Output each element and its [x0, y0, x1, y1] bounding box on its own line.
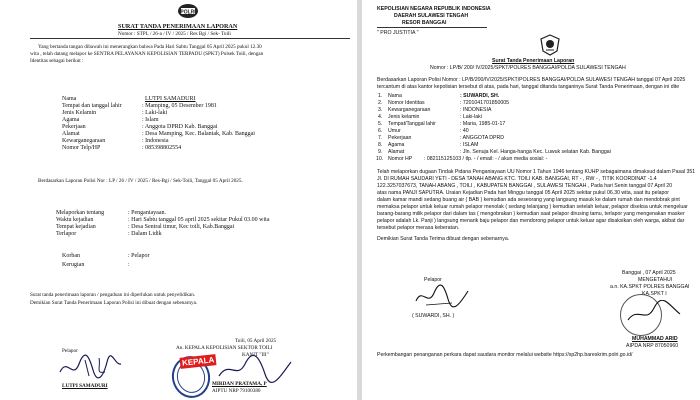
- detail-label: Kerugian: [62, 262, 85, 268]
- signer-office: An. KEPALA KEPOLISIAN SEKTOR TOILI: [176, 345, 273, 351]
- detail-label: Terlapor: [56, 231, 77, 237]
- police-emblem-icon: [538, 34, 562, 56]
- header-line-1: KEPOLISIAN NEGARA REPUBLIK INDONESIA: [377, 6, 491, 12]
- identity-label: Nomor Identitas: [388, 100, 425, 106]
- police-crest-icon: [177, 3, 199, 19]
- row-number: 3.: [378, 107, 383, 113]
- identity-value: : Laki-laki: [142, 110, 168, 116]
- detail-value: :: [128, 262, 130, 268]
- intro-line-1: Yang bertanda tangan dibawah ini menerangkan bahwa Pada Hari Sabtu Tanggal 05 April 2025 pukul 12.30: [38, 44, 262, 50]
- intro-line-2: tercantum di atas kantor kepolisian tersebut di atas, pada hari, tanggal ditanda tanganinya Surat Tanda Penerimaan, dengan ini dite: [377, 84, 680, 90]
- identity-value: : ISLAM: [460, 142, 479, 148]
- row-number: 9.: [378, 149, 383, 155]
- identity-value: : ANGGOTA DPRD: [460, 135, 505, 141]
- detail-value: : Penganiayaan.: [128, 210, 166, 216]
- narrative-line: dalam kamar mandi sedang buang air ( BAB ) kemudian ada seseorang yang langsung masuk ke dalam rumah dan mendobrak pint: [377, 197, 680, 203]
- detail-label: Melaporkan tentang: [56, 210, 105, 216]
- row-number: 1.: [378, 93, 383, 99]
- identity-value: : 7201041701850005: [460, 100, 510, 106]
- identity-value: : Anggota DPRD Kab. Banggai: [142, 124, 218, 130]
- place-date: Toili, 05 April 2025: [235, 338, 277, 344]
- identity-value: : 40: [460, 128, 469, 134]
- narrative-line: tersebut pelapor merasa keberatan.: [377, 225, 460, 231]
- identity-label: Agama: [388, 142, 405, 148]
- signer-office-2: KANIT "III": [242, 352, 269, 358]
- intro-line-3: Identitas sebagai berikut :: [30, 58, 84, 64]
- signer-line-2: a.n. KA.SPKT POLRES BANGGAI: [610, 284, 690, 290]
- signer-line-1: MENGETAHUI: [638, 277, 673, 283]
- identity-value: : 085398802554: [142, 145, 182, 151]
- identity-value: : Jln. Senuja Kel. Hanga-hanga Kec. Luwuk selatan Kab. Banggai: [460, 149, 611, 155]
- header-divider: [377, 27, 487, 28]
- narrative-line: Telah melaporkan dugaan Tindak Pidana Penganiayaan UU Nomor 1 Tahun 1946 tentang KUHP sebagaimana dimaksud dalam Pasal 351: [377, 169, 696, 175]
- detail-value: : Pelapor: [128, 253, 150, 259]
- officer-rank: AIPDA NRP 87050960: [626, 343, 679, 349]
- identity-label: Jenis kelamin: [388, 114, 420, 120]
- identity-value: : INDONESIA: [460, 107, 492, 113]
- intro-line-2: wita , telah datang melapor ke SENTRA PELAYANAN KEPOLISIAN TERPADU (SPKT) Polsek Toili, dengan: [30, 51, 264, 57]
- pelapor-label: Pelapor: [62, 348, 78, 354]
- intro-line-1: Berdasarkan Laporan Polisi Nomor : LP/B/200/IV/2025/SPKT/POLRES BANGGAI/POLDA SULAWESI TENGAH tanggal 07 April 2025: [377, 77, 686, 83]
- row-number: 4.: [378, 114, 383, 120]
- officer-rank: AIPTU NRP 79100380: [212, 388, 261, 394]
- row-number: 10.: [376, 156, 384, 162]
- identity-label: Alamat: [388, 149, 405, 155]
- closing-line-1: Surat tanda penerimaan laporan / pengaduan ini diperlukan untuk penyelidikan.: [30, 292, 196, 298]
- officer-signature-icon: [215, 354, 295, 384]
- identity-label: Kewarganegaraan: [62, 138, 106, 144]
- narrative-line: memaksa pelapor untuk keluar rumah pelapor menolak ( sedang telanjang ) kemudian setelah keluar, pelapor diseksa untuk mengeluar: [377, 204, 688, 210]
- identity-label: Alamat: [62, 131, 80, 137]
- place-date: Banggai , 07 April 2025: [622, 270, 676, 276]
- officer-name: MIRDAN PRATAMA, P: [212, 381, 267, 387]
- doc-number: Nomor : LP/B/ 200/ IV/2025/SPKT/POLRES BANGGAI/POLDA SULAWESI TENGAH: [430, 65, 626, 71]
- narrative-line: 122.3257037673, TANAH ABANG , TOILI , KABUPATEN BANGGAI , SULAWESI TENGAH , Pada hari Senin tanggal 07 April 20: [377, 183, 672, 189]
- narrative-line: atas nama PANJI SAPUTRA. Uraian Kejadian Pada hari Minggu tanggal 05 April 2025 sekitar pukul 06.30 wita, saat itu pelapor: [377, 190, 670, 196]
- identity-label: Nomor HP: [388, 156, 413, 162]
- detail-label: Tempat kejadian: [56, 224, 96, 230]
- identity-value: : 082115125103 / tlp. - / email: - / akun media sosial: -: [424, 156, 548, 162]
- pelapor-signature-icon: [412, 283, 472, 311]
- pelapor-name: ( SUWARDI, SH. ): [412, 313, 455, 319]
- detail-value: : Hari Sabtu tanggal 05 april 2025 sekitar Pukul 03.00 wita: [128, 217, 270, 223]
- header-line-3: RESOR BANGGAI: [402, 20, 447, 26]
- identity-label: Tempat/Tanggal lahir: [388, 121, 436, 127]
- doc-number: Nomor : STPL / 26-a / IV / 2025 / Res Bgi / Sek- Toili: [118, 31, 231, 37]
- identity-label: Nomor Telp/HP: [62, 145, 101, 151]
- narrative-line: Jl. DI RUMAH SAUDARI YETI - DESA TANAH ABANG KTC. TOILI KAB. BANGGAI, RT - , RW - , TITIK KOORDINAT -1.4: [377, 176, 657, 182]
- identity-value: : Mamping, 05 Desember 1981: [142, 103, 217, 109]
- row-number: 8.: [378, 142, 383, 148]
- pro-justitia: " PRO JUSTITIA ": [377, 30, 419, 36]
- identity-value: : SUWARDI, SH.: [460, 93, 500, 99]
- identity-value: : Laki-laki: [460, 114, 482, 120]
- identity-label: Kewarganegaraan: [388, 107, 431, 113]
- narrative-line: pelapor adalah Lk. Panji ) langsung menarik baju pelapor dan mendorong pelapor untuk keluar agar disaksikan oleh warga, akibat dar: [377, 218, 685, 224]
- identity-value: : Indonesia: [142, 138, 169, 144]
- identity-value: : Islam: [142, 117, 159, 123]
- identity-label: Pekerjaan: [388, 135, 412, 141]
- identity-label: Nama: [62, 96, 77, 102]
- narrative-line: barang-barang milik pelapor dari dalam tas ( mengobrakan ) kemudian saat pelapor dirusing tamu, terlapor yang mengenakan masker: [377, 211, 685, 217]
- footer-note: Perkembangan penanganan perkara dapat saudara monitor melalui website https://sp2hp.bareskrim.polri.go.id/: [377, 352, 633, 358]
- svg-text:POLRI: POLRI: [180, 9, 196, 16]
- report-reference: Berdasarkan Laporan Polisi Nor : LP / 26 / IV / 2025 / Res-Bgi / Sek-Toili, Tanggal 05 April 2025.: [38, 178, 243, 184]
- stamp-label: KEPALA: [180, 354, 217, 369]
- doc-title: Surat Tanda Penerimaan Laporan: [492, 58, 575, 64]
- detail-value: : Desa Sentral timur, Kec toili, Kab.Banggai: [128, 224, 235, 230]
- closing-line-2: Demikian Surat Tanda Penerimaan Laporan Polisi ini dibuat dengan sebenarnya.: [30, 300, 198, 306]
- row-number: 7.: [378, 135, 383, 141]
- header-line-2: DAERAH SULAWESI TENGAH: [394, 13, 469, 19]
- officer-name: MUHAMMAD ARID: [632, 336, 678, 342]
- identity-value: LUTPI SAMADURI: [145, 96, 196, 102]
- identity-label: Agama: [62, 117, 80, 123]
- identity-label: Nama: [388, 93, 402, 99]
- identity-label: Umur: [388, 128, 401, 134]
- identity-value: : Maria, 1985-01-17: [460, 121, 506, 127]
- pelapor-name: LUTPI SAMADURI: [62, 383, 108, 389]
- officer-signature-icon: [624, 300, 684, 328]
- closing-line: Demikian Surat Tanda Terima dibuat dengan sebenarnya.: [377, 236, 510, 242]
- row-number: 6.: [378, 128, 383, 134]
- pelapor-signature-icon: [55, 352, 125, 382]
- detail-label: Waktu kejadian: [56, 217, 94, 223]
- identity-label: Pekerjaan: [62, 124, 86, 130]
- detail-label: Korban: [62, 253, 80, 259]
- header-divider: [30, 38, 350, 39]
- right-document: [362, 0, 700, 400]
- doc-title: SURAT TANDA PENERIMAAN LAPORAN: [118, 23, 238, 30]
- detail-value: : Dalam Lidik: [128, 231, 162, 237]
- identity-value: : Desa Mamping, Kec. Balantak, Kab. Banggai: [142, 131, 255, 137]
- pelapor-label: Pelapor: [424, 277, 442, 283]
- row-number: 2.: [378, 100, 383, 106]
- row-number: 5.: [378, 121, 383, 127]
- identity-label: Tempat dan tanggal lahir: [62, 103, 122, 109]
- signer-line-3: KA.SPKT I: [642, 291, 667, 297]
- identity-label: Jenis Kelamin: [62, 110, 97, 116]
